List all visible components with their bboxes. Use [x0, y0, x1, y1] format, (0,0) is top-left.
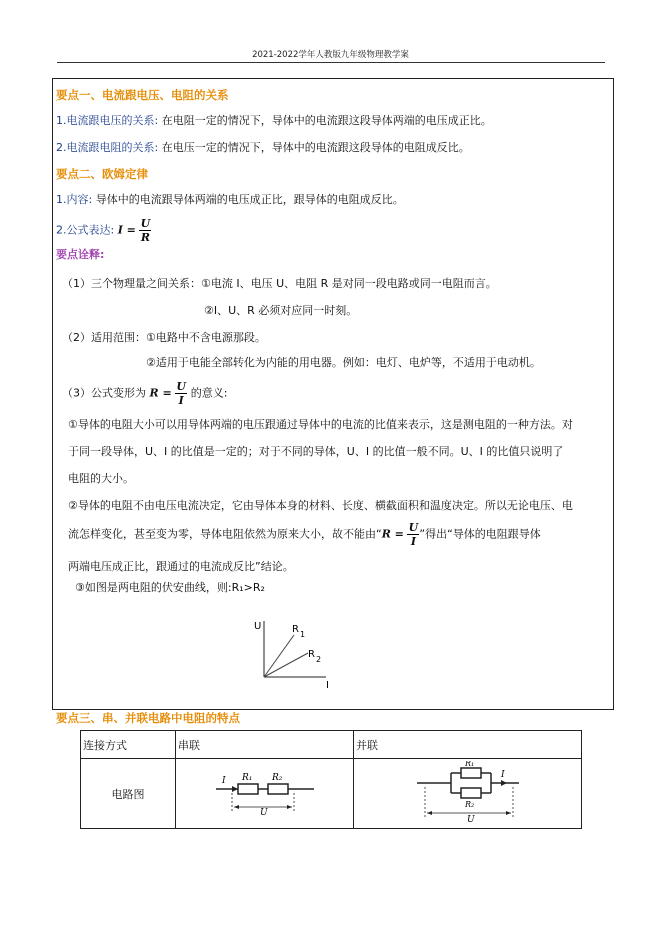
table-header-cell: 并联	[354, 731, 582, 759]
vi-graph	[250, 615, 345, 690]
section2-heading: 要点二、欧姆定律	[56, 167, 148, 181]
current-arrow-icon	[501, 780, 507, 786]
series-i-label: I	[221, 776, 226, 786]
section1-heading: 要点一、电流跟电压、电阻的关系	[56, 88, 229, 102]
ohm-formula-fraction	[139, 218, 151, 243]
explain-p3-2c: 两端电压成正比，跟通过的电流成反比”结论。	[68, 560, 294, 573]
section2-item1-label: 1.内容:	[56, 193, 93, 206]
graph-r2-sub: 2	[316, 655, 322, 664]
series-r1-label: R₁	[241, 773, 252, 783]
explain-p3-numerator: U	[176, 380, 186, 393]
explain-p3-post: 的意义:	[190, 386, 228, 400]
section1-item1-text: 在电阻一定的情况下，导体中的电流跟这段导体两端的电压成正比。	[161, 114, 492, 127]
section1-item1	[56, 114, 492, 128]
resistor-r2	[268, 784, 288, 794]
resistor-r1	[238, 784, 258, 794]
explain-p3-2b-denominator: I	[410, 535, 416, 548]
explain-p1a: （1）三个物理量之间关系：①电流 I、电压 U、电阻 R 是对同一段电路或同一电阻而言。	[62, 277, 497, 290]
section1-item2-text: 在电压一定的情况下，导体中的电流跟这段导体的电阻成反比。	[161, 141, 470, 154]
section1-item2-label: 2.电流跟电阻的关系:	[56, 141, 159, 154]
explain-p3	[62, 381, 227, 406]
explain-p3-3: ③如图是两电阻的伏安曲线，则:R₁>R₂	[75, 581, 265, 594]
table-header-cell: 串联	[176, 731, 354, 759]
series-r2-label: R₂	[271, 773, 282, 783]
graph-y-label: U	[254, 621, 262, 632]
table-row-label: 电路图	[81, 759, 176, 829]
explain-p3-2b-fraction	[407, 522, 419, 547]
section2-item2-label: 2.公式表达:	[56, 223, 115, 237]
series-circuit-diagram	[210, 767, 320, 817]
explain-p3-2b	[68, 522, 541, 547]
explain-p3-2b-numerator: U	[408, 521, 419, 534]
explain-p3-1c: 电阻的大小。	[68, 472, 134, 485]
series-parallel-table	[80, 730, 582, 829]
parallel-r1-label: R₁	[464, 761, 474, 768]
current-arrow-icon	[232, 786, 238, 792]
section2-item1	[56, 193, 404, 207]
table-header-row	[81, 731, 582, 759]
graph-line-r1	[264, 635, 294, 677]
parallel-i-label: I	[500, 770, 505, 780]
parallel-circuit-cell	[354, 759, 582, 829]
parallel-r2-label: R₂	[464, 800, 474, 809]
section2-item2	[56, 218, 151, 243]
series-circuit-cell	[176, 759, 354, 829]
explain-p2a: （2）适用范围：①电路中不含电源那段。	[62, 331, 266, 344]
graph-r2-label: R	[308, 649, 315, 660]
graph-r1-sub: 1	[300, 630, 306, 639]
ohm-formula-denominator: R	[140, 231, 150, 244]
explain-p3-2a: ②导体的电阻不由电压电流决定，它由导体本身的材料、长度、横截面积和温度决定。所以无论电压、电	[68, 499, 573, 512]
explain-p3-2b-text: 流怎样变化，甚至变为零，导体电阻依然为原来大小，故不能由“	[68, 527, 382, 541]
parallel-circuit-diagram	[413, 761, 523, 823]
resistor-r1	[461, 768, 481, 778]
explain-p3-fraction	[175, 381, 187, 406]
explain-p3-1b: 于同一段导体，U、I 的比值是一定的；对于不同的导体，U、I 的比值一般不同。U、I 的比值只说明了	[68, 445, 564, 458]
explain-p3-pre: （3）公式变形为	[62, 386, 146, 400]
graph-r1-label: R	[292, 624, 299, 635]
ohm-formula-lhs: I =	[117, 223, 136, 237]
explain-p3-2b-post: ”得出“导体的电阻跟导体	[419, 527, 541, 541]
series-u-label: U	[259, 808, 268, 817]
explain-p3-denominator: I	[178, 394, 184, 407]
ohm-formula-numerator: U	[140, 217, 151, 230]
explain-p3-1a: ①导体的电阻大小可以用导体两端的电压跟通过导体中的电流的比值来表示，这是测电阻的一种方法。对	[68, 418, 573, 431]
explain-p1b: ②I、U、R 必须对应同一时刻。	[204, 304, 358, 317]
page-header-title: 2021-2022学年人教版九年级物理教学案	[252, 50, 409, 60]
section1-item1-label: 1.电流跟电压的关系:	[56, 114, 159, 127]
graph-x-label: I	[326, 680, 329, 690]
explain-p3-2b-lhs: R =	[381, 527, 404, 541]
explain-heading: 要点诠释:	[56, 248, 105, 261]
resistor-r2	[461, 788, 481, 798]
graph-line-r2	[264, 653, 308, 677]
table-header-cell: 连接方式	[81, 731, 176, 759]
section3-heading: 要点三、串、并联电路中电阻的特点	[56, 711, 240, 725]
table-row	[81, 759, 582, 829]
section2-item1-text: 导体中的电流跟导体两端的电压成正比，跟导体的电阻成反比。	[95, 193, 404, 206]
parallel-u-label: U	[466, 815, 475, 823]
section1-item2	[56, 141, 470, 155]
explain-p3-lhs: R =	[149, 386, 172, 400]
explain-p2b: ②适用于电能全部转化为内能的用电器。例如：电灯、电炉等，不适用于电动机。	[146, 356, 541, 369]
header-divider	[57, 62, 605, 63]
